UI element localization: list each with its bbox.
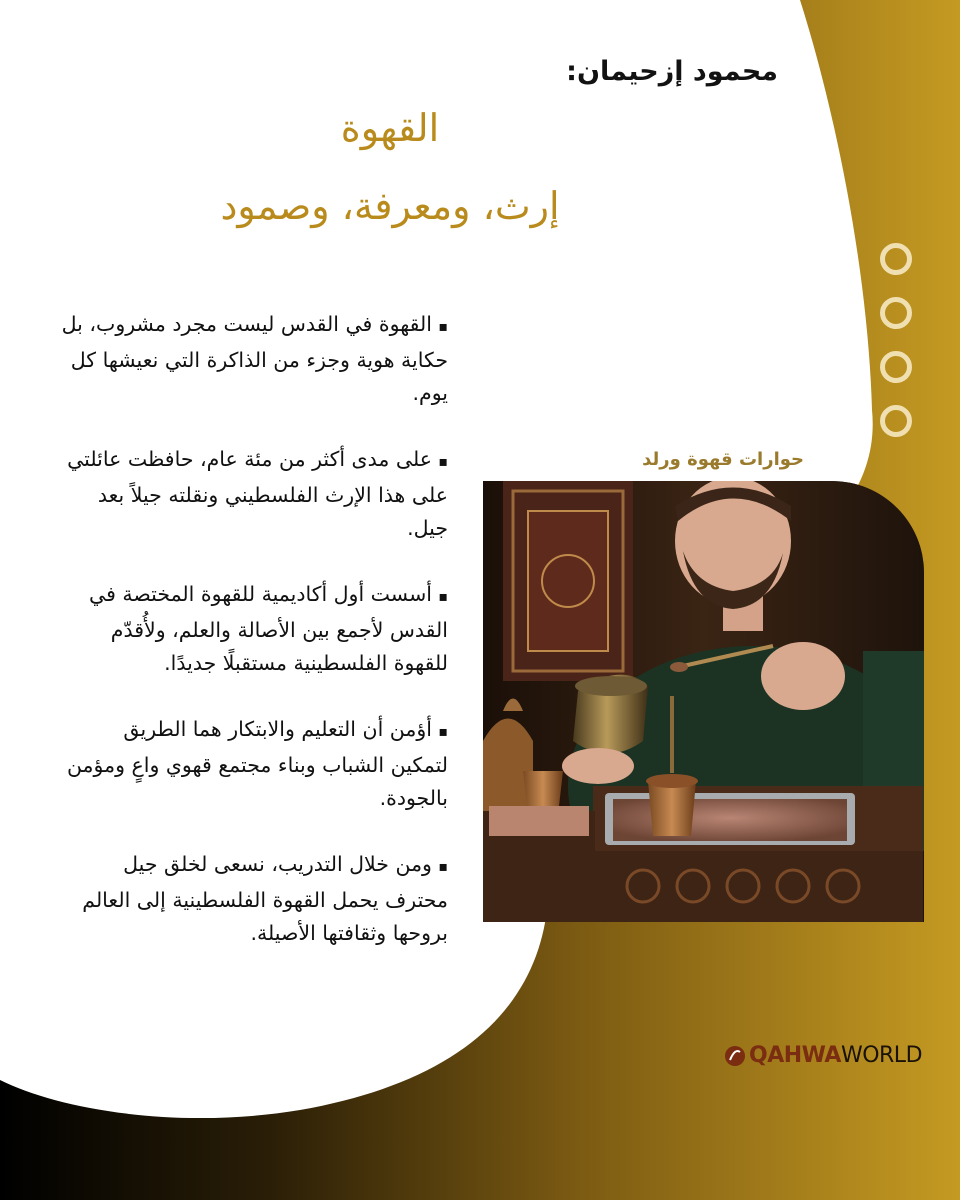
bullet-item <box>60 713 448 815</box>
ring-icon <box>880 243 912 275</box>
bullet-text: القهوة في القدس ليست مجرد مشروب، بل حكاية هوية وجزء من الذاكرة التي نعيشها كل يوم. <box>61 312 448 405</box>
bullet-text: على مدى أكثر من مئة عام، حافظت عائلتي على هذا الإرث الفلسطيني ونقلته جيلاً بعد جيل. <box>67 447 448 540</box>
bullet-square-icon: ▪ <box>438 859 448 875</box>
bullet-text: أؤمن أن التعليم والابتكار هما الطريق لتمكين الشباب وبناء مجتمع قهوي واعٍ ومؤمن بالجودة. <box>66 717 448 810</box>
logo-text-primary: QAHWA <box>749 1043 841 1068</box>
bullet-item <box>60 443 448 545</box>
bullet-item <box>60 578 448 680</box>
title-line-2: إرث، ومعرفة، وصمود <box>220 184 560 228</box>
decorative-rings <box>880 243 916 459</box>
bullet-item <box>60 848 448 950</box>
bullet-square-icon: ▪ <box>438 454 448 470</box>
logo-text-secondary: WORLD <box>840 1043 923 1068</box>
bullet-text: أسست أول أكاديمية للقهوة المختصة في القدس لأجمع بين الأصالة والعلم، ولأُقدّم للقهوة الفلسطينية مستقبلًا جديدًا. <box>88 582 448 675</box>
ring-icon <box>880 297 912 329</box>
title-line-1: القهوة <box>340 106 440 150</box>
author-name: محمود إزحيمان: <box>566 56 778 87</box>
photo-caption: حوارات قهوة ورلد <box>642 449 804 470</box>
bullet-square-icon: ▪ <box>438 319 448 335</box>
qahwa-world-logo <box>724 1043 922 1068</box>
coffee-bean-logo-icon <box>724 1045 746 1067</box>
bullet-square-icon: ▪ <box>438 589 448 605</box>
bullet-square-icon: ▪ <box>438 724 448 740</box>
ring-icon <box>880 405 912 437</box>
ring-icon <box>880 351 912 383</box>
bullet-item <box>60 308 448 410</box>
bullet-list <box>60 308 448 983</box>
bullet-text: ومن خلال التدريب، نسعى لخلق جيل محترف يحمل القهوة الفلسطينية إلى العالم بروحها وثقافتها الأصيلة. <box>82 852 448 945</box>
barista-photo <box>483 481 924 922</box>
